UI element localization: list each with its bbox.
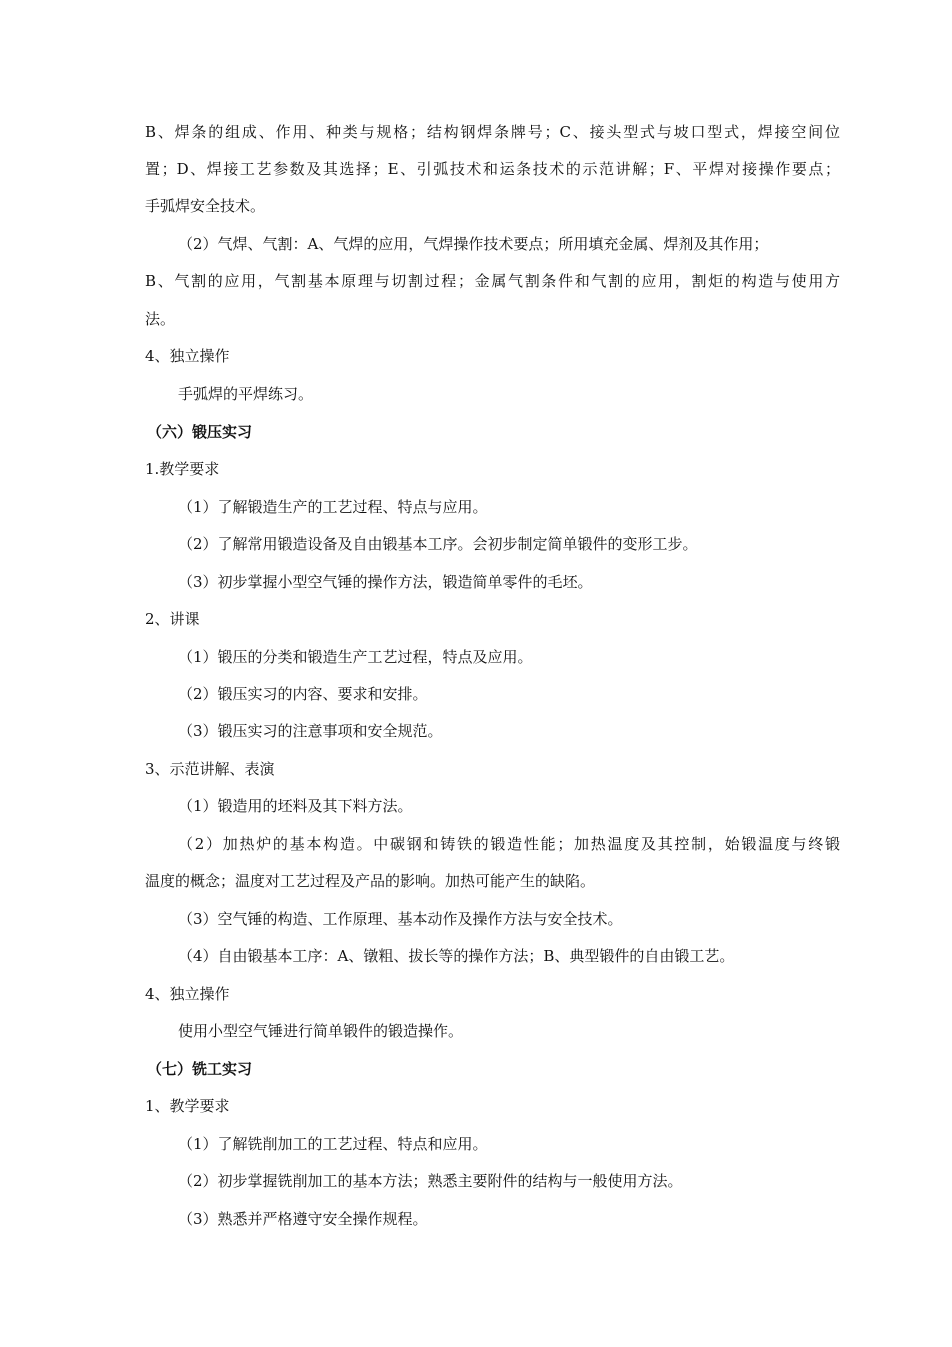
list-item: （3）熟悉并严格遵守安全操作规程。 [178, 1210, 428, 1228]
list-item: （2）了解常用锻造设备及自由锻基本工序。会初步制定简单锻件的变形工步。 [178, 535, 698, 553]
list-item: （2）锻压实习的内容、要求和安排。 [178, 685, 428, 703]
list-item: （3）空气锤的构造、工作原理、基本动作及操作方法与安全技术。 [178, 910, 623, 928]
list-item: （1）锻造用的坯料及其下料方法。 [178, 797, 413, 815]
list-item: （1）锻压的分类和锻造生产工艺过程，特点及应用。 [178, 648, 533, 666]
section-subheading: 2、讲课 [145, 610, 200, 628]
paragraph-line: 置；D、焊接工艺参数及其选择；E、引弧技术和运条技术的示范讲解；F、平焊对接操作要点； [145, 160, 840, 178]
list-item: （1）了解锻造生产的工艺过程、特点与应用。 [178, 498, 488, 516]
list-item: （1）了解铣削加工的工艺过程、特点和应用。 [178, 1135, 488, 1153]
paragraph-line: 手弧焊的平焊练习。 [178, 385, 314, 403]
paragraph-line: 使用小型空气锤进行简单锻件的锻造操作。 [178, 1022, 464, 1040]
section-heading: （六）锻压实习 [147, 423, 253, 441]
section-subheading: 3、示范讲解、表演 [145, 760, 275, 778]
section-subheading: 1、教学要求 [145, 1097, 230, 1115]
list-item: （3）锻压实习的注意事项和安全规范。 [178, 722, 443, 740]
paragraph-line: （2）气焊、气割：A、气焊的应用，气焊操作技术要点；所用填充金属、焊剂及其作用； [178, 235, 769, 253]
section-subheading: 1.教学要求 [145, 460, 220, 478]
paragraph-line: 温度的概念；温度对工艺过程及产品的影响。加热可能产生的缺陷。 [145, 872, 596, 890]
paragraph-line: B、气割的应用，气割基本原理与切割过程；金属气割条件和气割的应用，割炬的构造与使用方 [145, 272, 840, 290]
section-heading: （七）铣工实习 [147, 1060, 253, 1078]
list-item: （2）加热炉的基本构造。中碳钢和铸铁的锻造性能；加热温度及其控制，始锻温度与终锻 [178, 835, 840, 853]
paragraph-line: 法。 [145, 310, 176, 328]
section-subheading: 4、独立操作 [145, 347, 230, 365]
paragraph-line: B、焊条的组成、作用、种类与规格；结构钢焊条牌号；C、接头型式与坡口型式，焊接空间位 [145, 123, 840, 141]
paragraph-line: 手弧焊安全技术。 [145, 197, 266, 215]
section-subheading: 4、独立操作 [145, 985, 230, 1003]
list-item: （3）初步掌握小型空气锤的操作方法，锻造简单零件的毛坯。 [178, 573, 593, 591]
list-item: （4）自由锻基本工序：A、镦粗、拔长等的操作方法；B、典型锻件的自由锻工艺。 [178, 947, 735, 965]
list-item: （2）初步掌握铣削加工的基本方法；熟悉主要附件的结构与一般使用方法。 [178, 1172, 683, 1190]
